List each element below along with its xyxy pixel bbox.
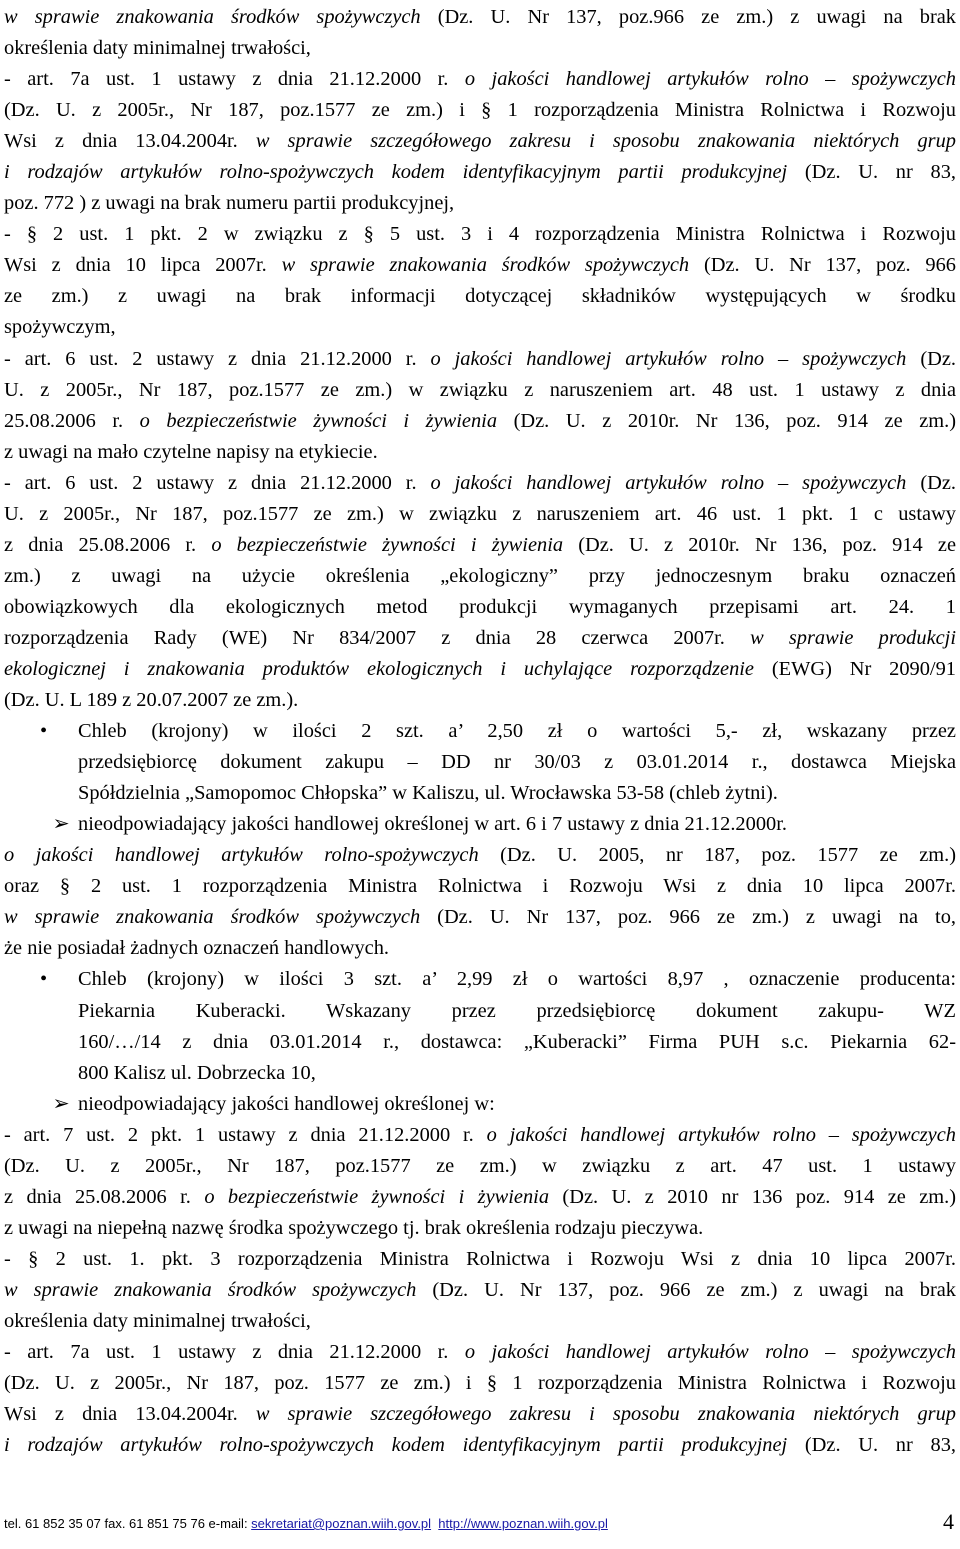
text-line <box>4 561 956 592</box>
bullet-icon: • <box>40 720 48 743</box>
text-segment: (Dz. U. z 2005r., Nr 187, poz. 1577 ze zm.) i § 1 rozporządzenia Ministra Rolnictwa i Rozwoju <box>4 1372 956 1395</box>
text-segment: przedsiębiorcę dokument zakupu – DD nr 30/03 z 03.01.2014 r., dostawca Miejska <box>78 751 956 774</box>
text-line <box>4 996 956 1027</box>
text-line <box>4 1027 956 1058</box>
text-line <box>4 1058 956 1089</box>
text-segment: że nie posiadał żadnych oznaczeń handlowych. <box>4 937 389 960</box>
text-segment: (Dz. U. Nr 137, poz. 966 ze zm.) z uwagi na to, <box>420 906 956 929</box>
text-segment: określenia daty minimalnej trwałości, <box>4 37 311 60</box>
text-segment: nieodpowiadający jakości handlowej określonej w art. 6 i 7 ustawy z dnia 21.12.2000r. <box>78 813 787 836</box>
text-segment: z uwagi na niepełną nazwę środka spożywczego tj. brak określenia rodzaju pieczywa. <box>4 1216 704 1239</box>
text-segment: (Dz. U. z 2005r., Nr 187, poz.1577 ze zm.) i § 1 rozporządzenia Ministra Rolnictwa i Rozwoju <box>4 99 956 122</box>
text-segment: Piekarnia Kuberacki. Wskazany przez przedsiębiorcę dokument zakupu- WZ <box>78 999 956 1022</box>
italic-text: w sprawie szczegółowego zakresu i sposobu znakowania niektórych grup <box>255 1403 956 1426</box>
text-segment: - § 2 ust. 1. pkt. 3 rozporządzenia Ministra Rolnictwa i Rozwoju Wsi z dnia 10 lipca 2007r. <box>4 1247 956 1270</box>
text-segment: oraz § 2 ust. 1 rozporządzenia Ministra Rolnictwa i Rozwoju Wsi z dnia 10 lipca 2007r. <box>4 875 956 898</box>
arrow-bullet-icon: ➢ <box>52 1092 70 1115</box>
text-segment: - art. 7a ust. 1 ustawy z dnia 21.12.2000 r. <box>4 68 465 91</box>
text-segment: zm.) z uwagi na użycie określenia „ekologiczny” przy jednoczesnym braku oznaczeń <box>4 564 956 587</box>
text-line <box>4 716 956 747</box>
text-line <box>4 126 956 157</box>
text-segment: (Dz. U. z 2010 nr 136 poz. 914 ze zm.) <box>549 1185 957 1208</box>
italic-text: w sprawie znakowania środków spożywczych <box>4 906 421 929</box>
footer-email-link[interactable]: sekretariat@poznan.wiih.gov.pl <box>251 1516 432 1531</box>
text-line <box>4 33 956 64</box>
footer-website-link[interactable]: http://www.poznan.wiih.gov.pl <box>438 1516 608 1531</box>
text-line <box>4 654 956 685</box>
text-segment: (Dz. U. z 2010r. Nr 136, poz. 914 ze <box>563 533 957 556</box>
text-segment: Spółdzielnia „Samopomoc Chłopska” w Kaliszu, ul. Wrocławska 53-58 (chleb żytni). <box>78 782 778 805</box>
italic-text: o jakości handlowej artykułów rolno – spożywczych <box>464 1341 956 1364</box>
italic-text: o jakości handlowej artykułów rolno-spożywczych <box>4 844 479 867</box>
text-line <box>4 250 956 281</box>
text-segment: nieodpowiadający jakości handlowej określonej w: <box>78 1092 495 1115</box>
text-segment: (Dz. U. Nr 137, poz. 966 <box>689 254 956 277</box>
text-segment: 25.08.2006 r. <box>4 409 140 432</box>
text-segment: (Dz. U. L 189 z 20.07.2007 ze zm.). <box>4 689 299 712</box>
text-line <box>4 778 956 809</box>
italic-text: w sprawie znakowania środków spożywczych <box>281 254 690 277</box>
italic-text: o jakości handlowej artykułów rolno – spożywczych <box>430 347 907 370</box>
text-segment: z dnia 25.08.2006 r. <box>4 533 212 556</box>
text-line <box>4 281 956 312</box>
italic-text: o jakości handlowej artykułów rolno – spożywczych <box>430 471 907 494</box>
text-segment: (Dz. U. nr 83, <box>787 161 956 184</box>
text-segment: - art. 6 ust. 2 ustawy z dnia 21.12.2000 r. <box>4 347 431 370</box>
text-segment: obowiązkowych dla ekologicznych metod produkcji wymaganych przepisami art. 24. 1 <box>4 595 956 618</box>
text-segment: 800 Kalisz ul. Dobrzecka 10, <box>78 1061 316 1084</box>
text-line <box>4 1306 956 1337</box>
text-line <box>4 933 956 964</box>
text-segment: (EWG) Nr 2090/91 <box>753 657 956 680</box>
text-segment: z dnia 25.08.2006 r. <box>4 1185 205 1208</box>
text-line <box>4 344 956 375</box>
text-segment: Wsi z dnia 13.04.2004r. <box>4 130 256 153</box>
document-body <box>4 2 956 1461</box>
italic-text: o bezpieczeństwie żywności i żywienia <box>211 533 564 556</box>
text-segment: (Dz. <box>906 471 956 494</box>
italic-text: o jakości handlowej artykułów rolno – spożywczych <box>486 1123 956 1146</box>
text-line <box>4 157 956 188</box>
italic-text: w sprawie znakowania środków spożywczych <box>4 6 421 28</box>
text-line <box>4 468 956 499</box>
text-line <box>4 1120 956 1151</box>
text-line <box>4 375 956 406</box>
text-segment: (Dz. U. Nr 137, poz.966 ze zm.) z uwagi na brak <box>420 6 956 28</box>
text-segment: - art. 7a ust. 1 ustawy z dnia 21.12.2000 r. <box>4 1341 465 1364</box>
text-segment: poz. 772 ) z uwagi na brak numeru partii produkcyjnej, <box>4 192 455 215</box>
text-segment: określenia daty minimalnej trwałości, <box>4 1309 311 1332</box>
page-number: 4 <box>943 1509 954 1534</box>
text-line <box>4 871 956 902</box>
text-segment: Wsi z dnia 10 lipca 2007r. <box>4 254 282 277</box>
text-segment: U. z 2005r., Nr 187, poz.1577 ze zm.) w związku z naruszeniem art. 46 ust. 1 pkt. 1 c ustawy <box>4 502 956 525</box>
page-footer <box>4 1510 956 1538</box>
text-segment: - § 2 ust. 1 pkt. 2 w związku z § 5 ust. 3 i 4 rozporządzenia Ministra Rolnictwa i Rozwoju <box>4 223 956 246</box>
text-line <box>4 1368 956 1399</box>
text-line <box>4 840 956 871</box>
italic-text: i rodzajów artykułów rolno-spożywczych kodem identyfikacyjnym partii produkcyjnej <box>4 1434 788 1457</box>
text-segment: Chleb (krojony) w ilości 3 szt. a’ 2,99 zł o wartości 8,97 , oznaczenie producenta: <box>78 968 956 991</box>
text-line <box>4 902 956 933</box>
text-line <box>4 623 956 654</box>
text-line <box>4 1430 956 1461</box>
text-segment: (Dz. U. z 2005r., Nr 187, poz.1577 ze zm.) w związku z art. 47 ust. 1 ustawy <box>4 1154 956 1177</box>
italic-text: o jakości handlowej artykułów rolno – spożywczych <box>464 68 956 91</box>
text-line <box>4 64 956 95</box>
bullet-icon: • <box>40 968 48 991</box>
text-line <box>4 2 956 33</box>
text-line <box>4 1182 956 1213</box>
text-line <box>4 685 956 716</box>
text-line <box>4 592 956 623</box>
italic-text: w sprawie produkcji <box>750 626 957 649</box>
text-line <box>4 437 956 468</box>
text-segment: - art. 7 ust. 2 pkt. 1 ustawy z dnia 21.12.2000 r. <box>4 1123 487 1146</box>
text-line <box>4 1244 956 1275</box>
text-line <box>4 1399 956 1430</box>
text-segment: (Dz. U. nr 83, <box>787 1434 956 1457</box>
text-line <box>4 1089 956 1120</box>
text-line <box>4 747 956 778</box>
text-segment: - art. 6 ust. 2 ustawy z dnia 21.12.2000 r. <box>4 471 431 494</box>
text-segment: ze zm.) z uwagi na brak informacji dotyczącej składników występujących w środku <box>4 285 956 308</box>
text-segment: Chleb (krojony) w ilości 2 szt. a’ 2,50 zł o wartości 5,- zł, wskazany przez <box>78 720 956 743</box>
text-line <box>4 312 956 343</box>
text-line <box>4 530 956 561</box>
text-line <box>4 1337 956 1368</box>
italic-text: w sprawie szczegółowego zakresu i sposobu znakowania niektórych grup <box>255 130 956 153</box>
text-line <box>4 1275 956 1306</box>
text-segment: (Dz. U. z 2010r. Nr 136, poz. 914 ze zm.) <box>497 409 956 432</box>
text-segment: spożywczym, <box>4 316 116 339</box>
italic-text: ekologicznej i znakowania produktów ekologicznych i uchylające rozporządzenie <box>4 657 754 680</box>
text-line <box>4 964 956 995</box>
text-line <box>4 499 956 530</box>
footer-contact: tel. 61 852 35 07 fax. 61 851 75 76 e-mail: <box>4 1516 252 1531</box>
italic-text: w sprawie znakowania środków spożywczych <box>4 1278 417 1301</box>
text-segment: rozporządzenia Rady (WE) Nr 834/2007 z dnia 28 czerwca 2007r. <box>4 626 751 649</box>
text-line <box>4 1151 956 1182</box>
text-segment: (Dz. U. Nr 137, poz. 966 ze zm.) z uwagi na brak <box>416 1278 956 1301</box>
italic-text: o bezpieczeństwie żywności i żywienia <box>139 409 498 432</box>
text-segment: (Dz. <box>906 347 956 370</box>
text-segment: Wsi z dnia 13.04.2004r. <box>4 1403 256 1426</box>
text-line <box>4 1213 956 1244</box>
italic-text: i rodzajów artykułów rolno-spożywczych kodem identyfikacyjnym partii produkcyjnej <box>4 161 788 184</box>
text-line <box>4 219 956 250</box>
text-line <box>4 95 956 126</box>
text-line <box>4 809 956 840</box>
text-line <box>4 406 956 437</box>
arrow-bullet-icon: ➢ <box>52 813 70 836</box>
text-segment: z uwagi na mało czytelne napisy na etykiecie. <box>4 440 378 463</box>
text-segment: (Dz. U. 2005, nr 187, poz. 1577 ze zm.) <box>478 844 956 867</box>
text-segment: 160/…/14 z dnia 03.01.2014 r., dostawca: „Kuberacki” Firma PUH s.c. Piekarnia 62- <box>78 1030 956 1053</box>
text-line <box>4 188 956 219</box>
italic-text: o bezpieczeństwie żywności i żywienia <box>204 1185 550 1208</box>
text-segment: U. z 2005r., Nr 187, poz.1577 ze zm.) w związku z naruszeniem art. 48 ust. 1 ustawy z dnia <box>4 378 956 401</box>
